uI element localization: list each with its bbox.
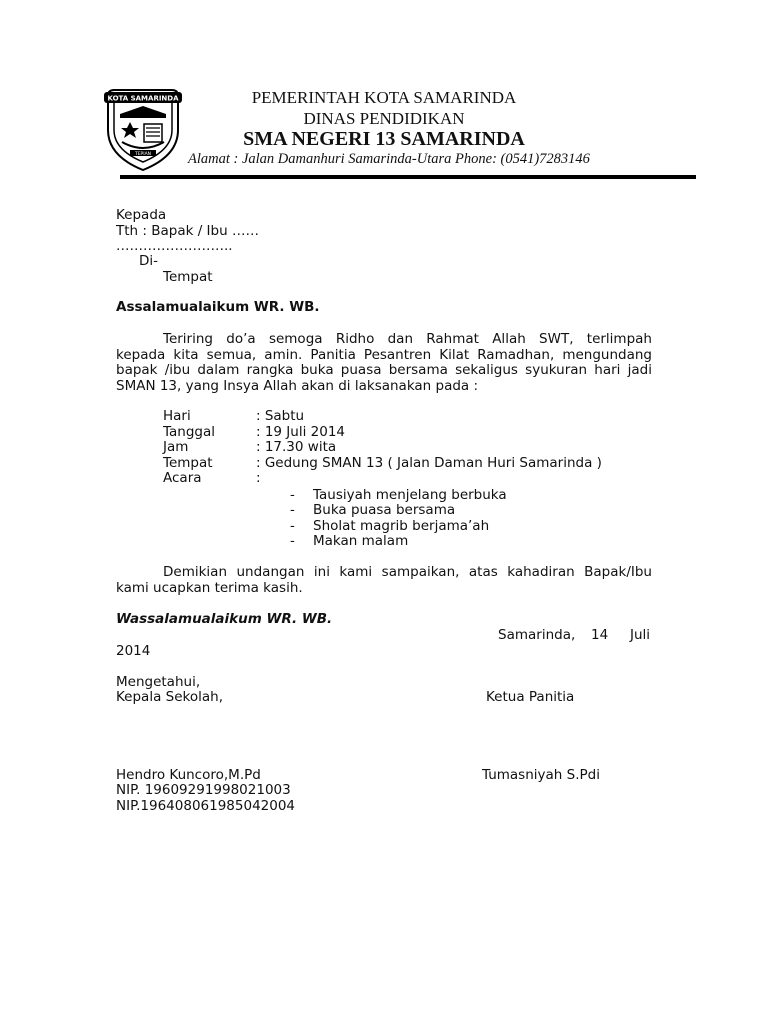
agenda-dash: -: [290, 502, 295, 518]
detail-value-hari: : Sabtu: [256, 408, 305, 424]
opening-greeting: Assalamualaikum WR. WB.: [116, 299, 320, 315]
agenda-dash: -: [290, 533, 295, 549]
letterhead-department: DINAS PENDIDIKAN: [303, 109, 465, 128]
recipient-line-tth: Tth : Bapak / Ibu ……: [116, 223, 259, 239]
body-paragraph-first-line: Teriring do’a semoga Ridho dan Rahmat Allah SWT, terlimpah: [163, 331, 652, 347]
acknowledged-label: Mengetahui,: [116, 674, 201, 690]
agenda-item: Makan malam: [313, 533, 409, 549]
signer-left-title: Kepala Sekolah,: [116, 689, 223, 705]
recipient-line-kepada: Kepada: [116, 207, 167, 223]
logo-banner-text: KOTA SAMARINDA: [107, 94, 179, 103]
signer-nip: NIP. 19609291998021003: [116, 782, 291, 798]
agenda-dash: -: [290, 487, 295, 503]
closing-line: Demikian undangan ini kami sampaikan, atas kahadiran Bapak/Ibu: [163, 564, 652, 580]
letterhead-school-name: SMA NEGERI 13 SAMARINDA: [243, 128, 525, 150]
signer-right-title: Ketua Panitia: [486, 689, 575, 705]
signer-right-name: Tumasniyah S.Pdi: [482, 767, 600, 783]
date-day: 14: [591, 627, 609, 643]
letterhead-rule: [120, 175, 696, 179]
agenda-item: Tausiyah menjelang berbuka: [313, 487, 507, 503]
recipient-line-di: Di-: [139, 253, 159, 269]
detail-value-tempat: : Gedung SMAN 13 ( Jalan Daman Huri Samarinda ): [256, 455, 602, 471]
agenda-item: Buka puasa bersama: [313, 502, 456, 518]
detail-label-tempat: Tempat: [163, 455, 213, 471]
agenda-dash: -: [290, 518, 295, 534]
detail-label-jam: Jam: [163, 439, 189, 455]
detail-value-jam: : 17.30 wita: [256, 439, 337, 455]
agenda-item: Sholat magrib berjama’ah: [313, 518, 490, 534]
detail-value-tanggal: : 19 Juli 2014: [256, 424, 345, 440]
date-city: Samarinda,: [498, 627, 576, 643]
body-paragraph-line: kepada kita semua, amin. Panitia Pesantren Kilat Ramadhan, mengundang: [116, 347, 652, 363]
closing-greeting: Wassalamualaikum WR. WB.: [116, 611, 333, 627]
closing-line: kami ucapkan terima kasih.: [116, 580, 303, 596]
detail-label-tanggal: Tanggal: [163, 424, 216, 440]
date-month: Juli: [630, 627, 651, 643]
signer-left-name: Hendro Kuncoro,M.Pd: [116, 767, 261, 783]
logo-bottom-text: TEPIAN: [134, 152, 152, 157]
detail-label-hari: Hari: [163, 408, 191, 424]
letterhead-address: Alamat : Jalan Damanhuri Samarinda-Utara Phone: (0541)7283146: [188, 151, 590, 167]
letterhead-government: PEMERINTAH KOTA SAMARINDA: [251, 88, 517, 107]
detail-label-acara: Acara: [163, 470, 202, 486]
recipient-line-dots: ……………………..: [116, 238, 233, 254]
recipient-line-tempat: Tempat: [163, 269, 213, 285]
signer-nip: NIP.196408061985042004: [116, 798, 296, 814]
body-paragraph-line: bapak /ibu dalam rangka buka puasa bersama sekaligus syukuran hari jadi: [116, 362, 652, 378]
body-paragraph-line: SMAN 13, yang Insya Allah akan di laksanakan pada :: [116, 378, 479, 394]
detail-value-acara: :: [256, 470, 261, 486]
date-year: 2014: [116, 643, 151, 659]
